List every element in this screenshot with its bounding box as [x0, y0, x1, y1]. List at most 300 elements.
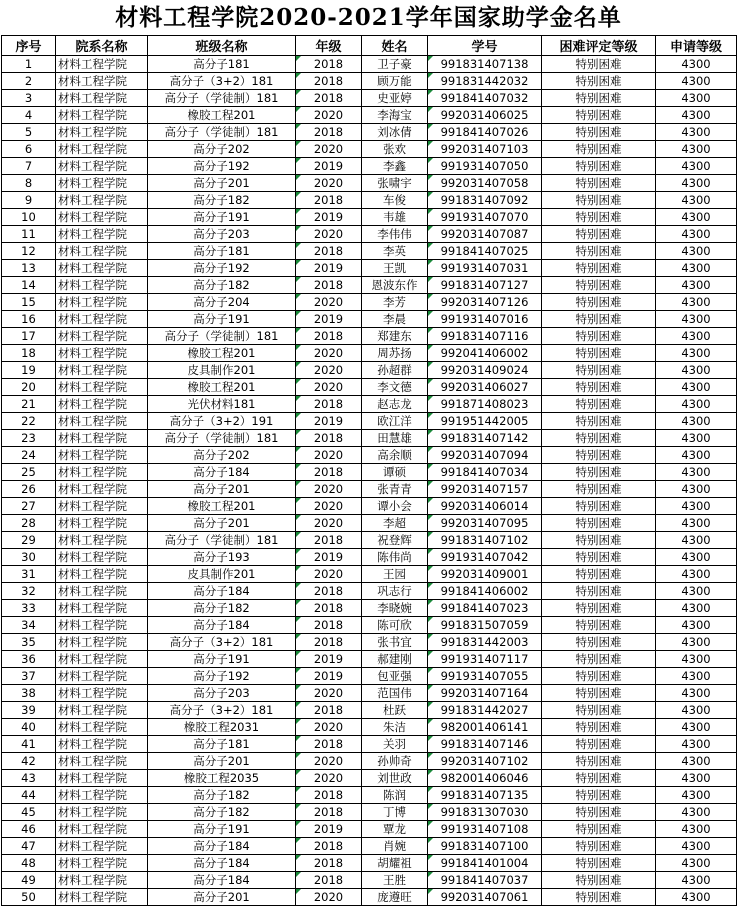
cell-grade[interactable]: 2018 [296, 634, 362, 651]
cell-difficulty-level[interactable]: 特别困难 [542, 175, 656, 192]
cell-name[interactable]: 关羽 [362, 736, 428, 753]
cell-class[interactable]: 橡胶工程2035 [148, 770, 296, 787]
cell-grade[interactable]: 2020 [296, 753, 362, 770]
cell-index[interactable]: 37 [2, 668, 56, 685]
cell-class[interactable]: 高分子（学徒制）181 [148, 124, 296, 141]
cell-difficulty-level[interactable]: 特别困难 [542, 787, 656, 804]
cell-student-id[interactable]: 991931407108 [428, 821, 542, 838]
cell-grade[interactable]: 2019 [296, 413, 362, 430]
cell-grade[interactable]: 2019 [296, 209, 362, 226]
cell-index[interactable]: 39 [2, 702, 56, 719]
cell-grade[interactable]: 2018 [296, 430, 362, 447]
cell-difficulty-level[interactable]: 特别困难 [542, 430, 656, 447]
cell-index[interactable]: 15 [2, 294, 56, 311]
cell-grade[interactable]: 2018 [296, 872, 362, 889]
cell-grade[interactable]: 2018 [296, 328, 362, 345]
cell-name[interactable]: 欧江洋 [362, 413, 428, 430]
cell-student-id[interactable]: 991831442032 [428, 73, 542, 90]
cell-student-id[interactable]: 992031407058 [428, 175, 542, 192]
cell-name[interactable]: 李英 [362, 243, 428, 260]
cell-department[interactable]: 材料工程学院 [56, 464, 148, 481]
cell-name[interactable]: 祝登辉 [362, 532, 428, 549]
cell-index[interactable]: 29 [2, 532, 56, 549]
cell-grade[interactable]: 2018 [296, 243, 362, 260]
cell-class[interactable]: 高分子181 [148, 736, 296, 753]
cell-student-id[interactable]: 991931407016 [428, 311, 542, 328]
cell-department[interactable]: 材料工程学院 [56, 889, 148, 906]
cell-department[interactable]: 材料工程学院 [56, 447, 148, 464]
cell-difficulty-level[interactable]: 特别困难 [542, 804, 656, 821]
cell-department[interactable]: 材料工程学院 [56, 124, 148, 141]
cell-student-id[interactable]: 992031406025 [428, 107, 542, 124]
cell-department[interactable]: 材料工程学院 [56, 294, 148, 311]
cell-class[interactable]: 高分子204 [148, 294, 296, 311]
cell-name[interactable]: 张青青 [362, 481, 428, 498]
cell-grant-level[interactable]: 4300 [656, 362, 737, 379]
cell-difficulty-level[interactable]: 特别困难 [542, 719, 656, 736]
cell-index[interactable]: 24 [2, 447, 56, 464]
cell-grant-level[interactable]: 4300 [656, 549, 737, 566]
cell-index[interactable]: 31 [2, 566, 56, 583]
cell-student-id[interactable]: 991931407070 [428, 209, 542, 226]
cell-department[interactable]: 材料工程学院 [56, 107, 148, 124]
cell-name[interactable]: 李海宝 [362, 107, 428, 124]
cell-name[interactable]: 包亚强 [362, 668, 428, 685]
cell-class[interactable]: 高分子182 [148, 600, 296, 617]
cell-class[interactable]: 高分子191 [148, 209, 296, 226]
cell-department[interactable]: 材料工程学院 [56, 583, 148, 600]
cell-grant-level[interactable]: 4300 [656, 719, 737, 736]
cell-name[interactable]: 车俊 [362, 192, 428, 209]
cell-difficulty-level[interactable]: 特别困难 [542, 702, 656, 719]
cell-student-id[interactable]: 992031407164 [428, 685, 542, 702]
cell-index[interactable]: 13 [2, 260, 56, 277]
cell-grant-level[interactable]: 4300 [656, 243, 737, 260]
cell-department[interactable]: 材料工程学院 [56, 668, 148, 685]
header-department[interactable]: 院系名称 [56, 36, 148, 56]
cell-grant-level[interactable]: 4300 [656, 804, 737, 821]
cell-student-id[interactable]: 991841407037 [428, 872, 542, 889]
cell-name[interactable]: 谭硕 [362, 464, 428, 481]
cell-difficulty-level[interactable]: 特别困难 [542, 73, 656, 90]
cell-student-id[interactable]: 992031407103 [428, 141, 542, 158]
cell-class[interactable]: 皮具制作201 [148, 362, 296, 379]
cell-student-id[interactable]: 991931407055 [428, 668, 542, 685]
cell-student-id[interactable]: 991931407031 [428, 260, 542, 277]
cell-grant-level[interactable]: 4300 [656, 685, 737, 702]
cell-class[interactable]: 橡胶工程201 [148, 107, 296, 124]
cell-index[interactable]: 44 [2, 787, 56, 804]
cell-difficulty-level[interactable]: 特别困难 [542, 821, 656, 838]
cell-department[interactable]: 材料工程学院 [56, 328, 148, 345]
cell-grant-level[interactable]: 4300 [656, 702, 737, 719]
cell-class[interactable]: 高分子201 [148, 889, 296, 906]
cell-student-id[interactable]: 982001406046 [428, 770, 542, 787]
cell-name[interactable]: 李文德 [362, 379, 428, 396]
cell-grade[interactable]: 2020 [296, 447, 362, 464]
cell-name[interactable]: 郑建东 [362, 328, 428, 345]
cell-class[interactable]: 高分子191 [148, 651, 296, 668]
cell-difficulty-level[interactable]: 特别困难 [542, 889, 656, 906]
cell-student-id[interactable]: 991831442003 [428, 634, 542, 651]
cell-grant-level[interactable]: 4300 [656, 634, 737, 651]
cell-grade[interactable]: 2019 [296, 549, 362, 566]
cell-student-id[interactable]: 992031407094 [428, 447, 542, 464]
cell-class[interactable]: 高分子192 [148, 668, 296, 685]
cell-class[interactable]: 橡胶工程201 [148, 498, 296, 515]
cell-difficulty-level[interactable]: 特别困难 [542, 872, 656, 889]
cell-class[interactable]: 高分子201 [148, 753, 296, 770]
cell-department[interactable]: 材料工程学院 [56, 736, 148, 753]
cell-department[interactable]: 材料工程学院 [56, 90, 148, 107]
cell-student-id[interactable]: 991841407023 [428, 600, 542, 617]
cell-grade[interactable]: 2018 [296, 855, 362, 872]
cell-grade[interactable]: 2020 [296, 515, 362, 532]
cell-difficulty-level[interactable]: 特别困难 [542, 447, 656, 464]
cell-department[interactable]: 材料工程学院 [56, 498, 148, 515]
cell-grade[interactable]: 2018 [296, 396, 362, 413]
cell-index[interactable]: 41 [2, 736, 56, 753]
cell-name[interactable]: 杜跃 [362, 702, 428, 719]
cell-grade[interactable]: 2018 [296, 464, 362, 481]
cell-difficulty-level[interactable]: 特别困难 [542, 583, 656, 600]
cell-name[interactable]: 李晓婉 [362, 600, 428, 617]
cell-difficulty-level[interactable]: 特别困难 [542, 277, 656, 294]
cell-class[interactable]: 高分子（学徒制）181 [148, 90, 296, 107]
cell-student-id[interactable]: 991831407135 [428, 787, 542, 804]
cell-index[interactable]: 21 [2, 396, 56, 413]
cell-difficulty-level[interactable]: 特别困难 [542, 294, 656, 311]
cell-department[interactable]: 材料工程学院 [56, 821, 148, 838]
cell-student-id[interactable]: 991871408023 [428, 396, 542, 413]
cell-index[interactable]: 36 [2, 651, 56, 668]
cell-name[interactable]: 范国伟 [362, 685, 428, 702]
cell-difficulty-level[interactable]: 特别困难 [542, 651, 656, 668]
cell-department[interactable]: 材料工程学院 [56, 872, 148, 889]
cell-name[interactable]: 李超 [362, 515, 428, 532]
cell-grant-level[interactable]: 4300 [656, 736, 737, 753]
cell-name[interactable]: 覃龙 [362, 821, 428, 838]
cell-student-id[interactable]: 991831407102 [428, 532, 542, 549]
cell-index[interactable]: 19 [2, 362, 56, 379]
cell-index[interactable]: 26 [2, 481, 56, 498]
cell-student-id[interactable]: 991841407034 [428, 464, 542, 481]
cell-name[interactable]: 王凯 [362, 260, 428, 277]
cell-name[interactable]: 刘冰倩 [362, 124, 428, 141]
cell-class[interactable]: 橡胶工程201 [148, 345, 296, 362]
cell-student-id[interactable]: 991931407117 [428, 651, 542, 668]
cell-grade[interactable]: 2020 [296, 175, 362, 192]
cell-grant-level[interactable]: 4300 [656, 430, 737, 447]
header-name[interactable]: 姓名 [362, 36, 428, 56]
cell-class[interactable]: 高分子（学徒制）181 [148, 328, 296, 345]
cell-grade[interactable]: 2020 [296, 294, 362, 311]
cell-class[interactable]: 高分子201 [148, 515, 296, 532]
cell-index[interactable]: 17 [2, 328, 56, 345]
cell-department[interactable]: 材料工程学院 [56, 702, 148, 719]
cell-department[interactable]: 材料工程学院 [56, 396, 148, 413]
cell-grade[interactable]: 2018 [296, 600, 362, 617]
cell-index[interactable]: 3 [2, 90, 56, 107]
cell-department[interactable]: 材料工程学院 [56, 719, 148, 736]
cell-department[interactable]: 材料工程学院 [56, 566, 148, 583]
cell-grant-level[interactable]: 4300 [656, 583, 737, 600]
header-difficulty-level[interactable]: 困难评定等级 [542, 36, 656, 56]
cell-name[interactable]: 肖婉 [362, 838, 428, 855]
cell-grade[interactable]: 2020 [296, 889, 362, 906]
cell-grade[interactable]: 2019 [296, 821, 362, 838]
cell-grade[interactable]: 2020 [296, 141, 362, 158]
cell-index[interactable]: 35 [2, 634, 56, 651]
cell-student-id[interactable]: 991951442005 [428, 413, 542, 430]
cell-difficulty-level[interactable]: 特别困难 [542, 311, 656, 328]
cell-student-id[interactable]: 992031407157 [428, 481, 542, 498]
cell-grade[interactable]: 2019 [296, 651, 362, 668]
cell-difficulty-level[interactable]: 特别困难 [542, 634, 656, 651]
cell-grade[interactable]: 2018 [296, 804, 362, 821]
cell-student-id[interactable]: 991831407146 [428, 736, 542, 753]
cell-department[interactable]: 材料工程学院 [56, 379, 148, 396]
cell-class[interactable]: 高分子203 [148, 685, 296, 702]
cell-department[interactable]: 材料工程学院 [56, 685, 148, 702]
cell-student-id[interactable]: 992031407095 [428, 515, 542, 532]
cell-department[interactable]: 材料工程学院 [56, 362, 148, 379]
cell-index[interactable]: 28 [2, 515, 56, 532]
cell-grade[interactable]: 2020 [296, 345, 362, 362]
cell-grant-level[interactable]: 4300 [656, 855, 737, 872]
cell-grade[interactable]: 2018 [296, 56, 362, 73]
cell-student-id[interactable]: 991841407025 [428, 243, 542, 260]
cell-difficulty-level[interactable]: 特别困难 [542, 413, 656, 430]
cell-department[interactable]: 材料工程学院 [56, 855, 148, 872]
cell-difficulty-level[interactable]: 特别困难 [542, 328, 656, 345]
cell-index[interactable]: 9 [2, 192, 56, 209]
cell-grant-level[interactable]: 4300 [656, 277, 737, 294]
cell-grade[interactable]: 2020 [296, 481, 362, 498]
cell-name[interactable]: 陈润 [362, 787, 428, 804]
cell-name[interactable]: 张欢 [362, 141, 428, 158]
cell-student-id[interactable]: 991841407026 [428, 124, 542, 141]
cell-difficulty-level[interactable]: 特别困难 [542, 736, 656, 753]
cell-grant-level[interactable]: 4300 [656, 396, 737, 413]
cell-student-id[interactable]: 991831407127 [428, 277, 542, 294]
cell-name[interactable]: 胡耀祖 [362, 855, 428, 872]
header-class[interactable]: 班级名称 [148, 36, 296, 56]
cell-grant-level[interactable]: 4300 [656, 328, 737, 345]
cell-class[interactable]: 高分子182 [148, 804, 296, 821]
cell-name[interactable]: 王胜 [362, 872, 428, 889]
cell-index[interactable]: 50 [2, 889, 56, 906]
cell-class[interactable]: 高分子193 [148, 549, 296, 566]
cell-difficulty-level[interactable]: 特别困难 [542, 379, 656, 396]
cell-grant-level[interactable]: 4300 [656, 90, 737, 107]
cell-class[interactable]: 高分子202 [148, 141, 296, 158]
cell-student-id[interactable]: 992031407102 [428, 753, 542, 770]
cell-name[interactable]: 郝建刚 [362, 651, 428, 668]
cell-department[interactable]: 材料工程学院 [56, 549, 148, 566]
cell-index[interactable]: 48 [2, 855, 56, 872]
cell-student-id[interactable]: 991831407142 [428, 430, 542, 447]
cell-student-id[interactable]: 991931407050 [428, 158, 542, 175]
cell-class[interactable]: 高分子（学徒制）181 [148, 430, 296, 447]
cell-department[interactable]: 材料工程学院 [56, 753, 148, 770]
cell-department[interactable]: 材料工程学院 [56, 192, 148, 209]
cell-class[interactable]: 高分子201 [148, 175, 296, 192]
cell-department[interactable]: 材料工程学院 [56, 838, 148, 855]
cell-difficulty-level[interactable]: 特别困难 [542, 515, 656, 532]
cell-name[interactable]: 恩波东作 [362, 277, 428, 294]
cell-class[interactable]: 皮具制作201 [148, 566, 296, 583]
cell-difficulty-level[interactable]: 特别困难 [542, 345, 656, 362]
cell-grant-level[interactable]: 4300 [656, 413, 737, 430]
cell-department[interactable]: 材料工程学院 [56, 56, 148, 73]
cell-index[interactable]: 7 [2, 158, 56, 175]
cell-name[interactable]: 田慧雄 [362, 430, 428, 447]
cell-index[interactable]: 20 [2, 379, 56, 396]
cell-name[interactable]: 孙帅奇 [362, 753, 428, 770]
cell-grade[interactable]: 2020 [296, 107, 362, 124]
cell-name[interactable]: 周苏扬 [362, 345, 428, 362]
cell-department[interactable]: 材料工程学院 [56, 532, 148, 549]
cell-student-id[interactable]: 982001406141 [428, 719, 542, 736]
cell-student-id[interactable]: 992031407126 [428, 294, 542, 311]
cell-student-id[interactable]: 991841407032 [428, 90, 542, 107]
cell-class[interactable]: 高分子191 [148, 821, 296, 838]
cell-index[interactable]: 27 [2, 498, 56, 515]
cell-difficulty-level[interactable]: 特别困难 [542, 260, 656, 277]
cell-difficulty-level[interactable]: 特别困难 [542, 600, 656, 617]
cell-difficulty-level[interactable]: 特别困难 [542, 396, 656, 413]
cell-class[interactable]: 高分子184 [148, 838, 296, 855]
cell-difficulty-level[interactable]: 特别困难 [542, 617, 656, 634]
cell-difficulty-level[interactable]: 特别困难 [542, 498, 656, 515]
cell-name[interactable]: 李芳 [362, 294, 428, 311]
cell-grant-level[interactable]: 4300 [656, 498, 737, 515]
cell-grade[interactable]: 2020 [296, 362, 362, 379]
cell-grant-level[interactable]: 4300 [656, 379, 737, 396]
cell-grade[interactable]: 2018 [296, 583, 362, 600]
cell-grant-level[interactable]: 4300 [656, 175, 737, 192]
cell-class[interactable]: 高分子（3+2）181 [148, 634, 296, 651]
cell-name[interactable]: 朱洁 [362, 719, 428, 736]
cell-grant-level[interactable]: 4300 [656, 838, 737, 855]
cell-grant-level[interactable]: 4300 [656, 345, 737, 362]
cell-department[interactable]: 材料工程学院 [56, 73, 148, 90]
cell-difficulty-level[interactable]: 特别困难 [542, 56, 656, 73]
cell-index[interactable]: 23 [2, 430, 56, 447]
cell-class[interactable]: 高分子181 [148, 243, 296, 260]
cell-grant-level[interactable]: 4300 [656, 821, 737, 838]
cell-student-id[interactable]: 992031409001 [428, 566, 542, 583]
cell-student-id[interactable]: 992041406002 [428, 345, 542, 362]
cell-index[interactable]: 22 [2, 413, 56, 430]
cell-class[interactable]: 高分子203 [148, 226, 296, 243]
cell-grant-level[interactable]: 4300 [656, 566, 737, 583]
cell-name[interactable]: 巩志行 [362, 583, 428, 600]
cell-grant-level[interactable]: 4300 [656, 651, 737, 668]
cell-grant-level[interactable]: 4300 [656, 158, 737, 175]
cell-index[interactable]: 2 [2, 73, 56, 90]
cell-department[interactable]: 材料工程学院 [56, 804, 148, 821]
cell-index[interactable]: 1 [2, 56, 56, 73]
cell-grant-level[interactable]: 4300 [656, 532, 737, 549]
cell-index[interactable]: 8 [2, 175, 56, 192]
cell-department[interactable]: 材料工程学院 [56, 651, 148, 668]
cell-grade[interactable]: 2019 [296, 311, 362, 328]
cell-student-id[interactable]: 991831407092 [428, 192, 542, 209]
cell-index[interactable]: 30 [2, 549, 56, 566]
cell-student-id[interactable]: 991831507059 [428, 617, 542, 634]
cell-name[interactable]: 刘世政 [362, 770, 428, 787]
cell-department[interactable]: 材料工程学院 [56, 413, 148, 430]
cell-class[interactable]: 高分子182 [148, 787, 296, 804]
cell-grant-level[interactable]: 4300 [656, 481, 737, 498]
cell-department[interactable]: 材料工程学院 [56, 617, 148, 634]
cell-index[interactable]: 38 [2, 685, 56, 702]
cell-class[interactable]: 高分子184 [148, 855, 296, 872]
cell-index[interactable]: 6 [2, 141, 56, 158]
cell-class[interactable]: 高分子（学徒制）181 [148, 532, 296, 549]
cell-index[interactable]: 43 [2, 770, 56, 787]
cell-grade[interactable]: 2018 [296, 192, 362, 209]
cell-class[interactable]: 高分子202 [148, 447, 296, 464]
cell-difficulty-level[interactable]: 特别困难 [542, 685, 656, 702]
cell-grant-level[interactable]: 4300 [656, 260, 737, 277]
cell-class[interactable]: 高分子191 [148, 311, 296, 328]
cell-difficulty-level[interactable]: 特别困难 [542, 549, 656, 566]
cell-class[interactable]: 高分子（3+2）181 [148, 702, 296, 719]
cell-grade[interactable]: 2018 [296, 787, 362, 804]
cell-grant-level[interactable]: 4300 [656, 294, 737, 311]
cell-difficulty-level[interactable]: 特别困难 [542, 209, 656, 226]
cell-grade[interactable]: 2018 [296, 124, 362, 141]
cell-student-id[interactable]: 992031407061 [428, 889, 542, 906]
cell-index[interactable]: 11 [2, 226, 56, 243]
cell-department[interactable]: 材料工程学院 [56, 600, 148, 617]
cell-name[interactable]: 李晨 [362, 311, 428, 328]
cell-grade[interactable]: 2018 [296, 73, 362, 90]
cell-difficulty-level[interactable]: 特别困难 [542, 753, 656, 770]
cell-student-id[interactable]: 992031407087 [428, 226, 542, 243]
cell-grant-level[interactable]: 4300 [656, 889, 737, 906]
cell-name[interactable]: 陈伟尚 [362, 549, 428, 566]
cell-difficulty-level[interactable]: 特别困难 [542, 362, 656, 379]
cell-grade[interactable]: 2019 [296, 668, 362, 685]
cell-department[interactable]: 材料工程学院 [56, 481, 148, 498]
cell-class[interactable]: 高分子（3+2）191 [148, 413, 296, 430]
cell-difficulty-level[interactable]: 特别困难 [542, 243, 656, 260]
cell-grant-level[interactable]: 4300 [656, 447, 737, 464]
cell-department[interactable]: 材料工程学院 [56, 430, 148, 447]
cell-class[interactable]: 高分子182 [148, 277, 296, 294]
cell-name[interactable]: 史亚婷 [362, 90, 428, 107]
header-student-id[interactable]: 学号 [428, 36, 542, 56]
cell-grant-level[interactable]: 4300 [656, 753, 737, 770]
cell-department[interactable]: 材料工程学院 [56, 260, 148, 277]
cell-class[interactable]: 光伏材料181 [148, 396, 296, 413]
cell-name[interactable]: 赵志龙 [362, 396, 428, 413]
cell-grant-level[interactable]: 4300 [656, 141, 737, 158]
cell-student-id[interactable]: 991831442027 [428, 702, 542, 719]
header-grant-level[interactable]: 申请等级 [656, 36, 737, 56]
cell-class[interactable]: 高分子184 [148, 464, 296, 481]
cell-difficulty-level[interactable]: 特别困难 [542, 566, 656, 583]
cell-student-id[interactable]: 991841406002 [428, 583, 542, 600]
cell-index[interactable]: 45 [2, 804, 56, 821]
cell-class[interactable]: 高分子184 [148, 583, 296, 600]
cell-grant-level[interactable]: 4300 [656, 209, 737, 226]
cell-index[interactable]: 5 [2, 124, 56, 141]
